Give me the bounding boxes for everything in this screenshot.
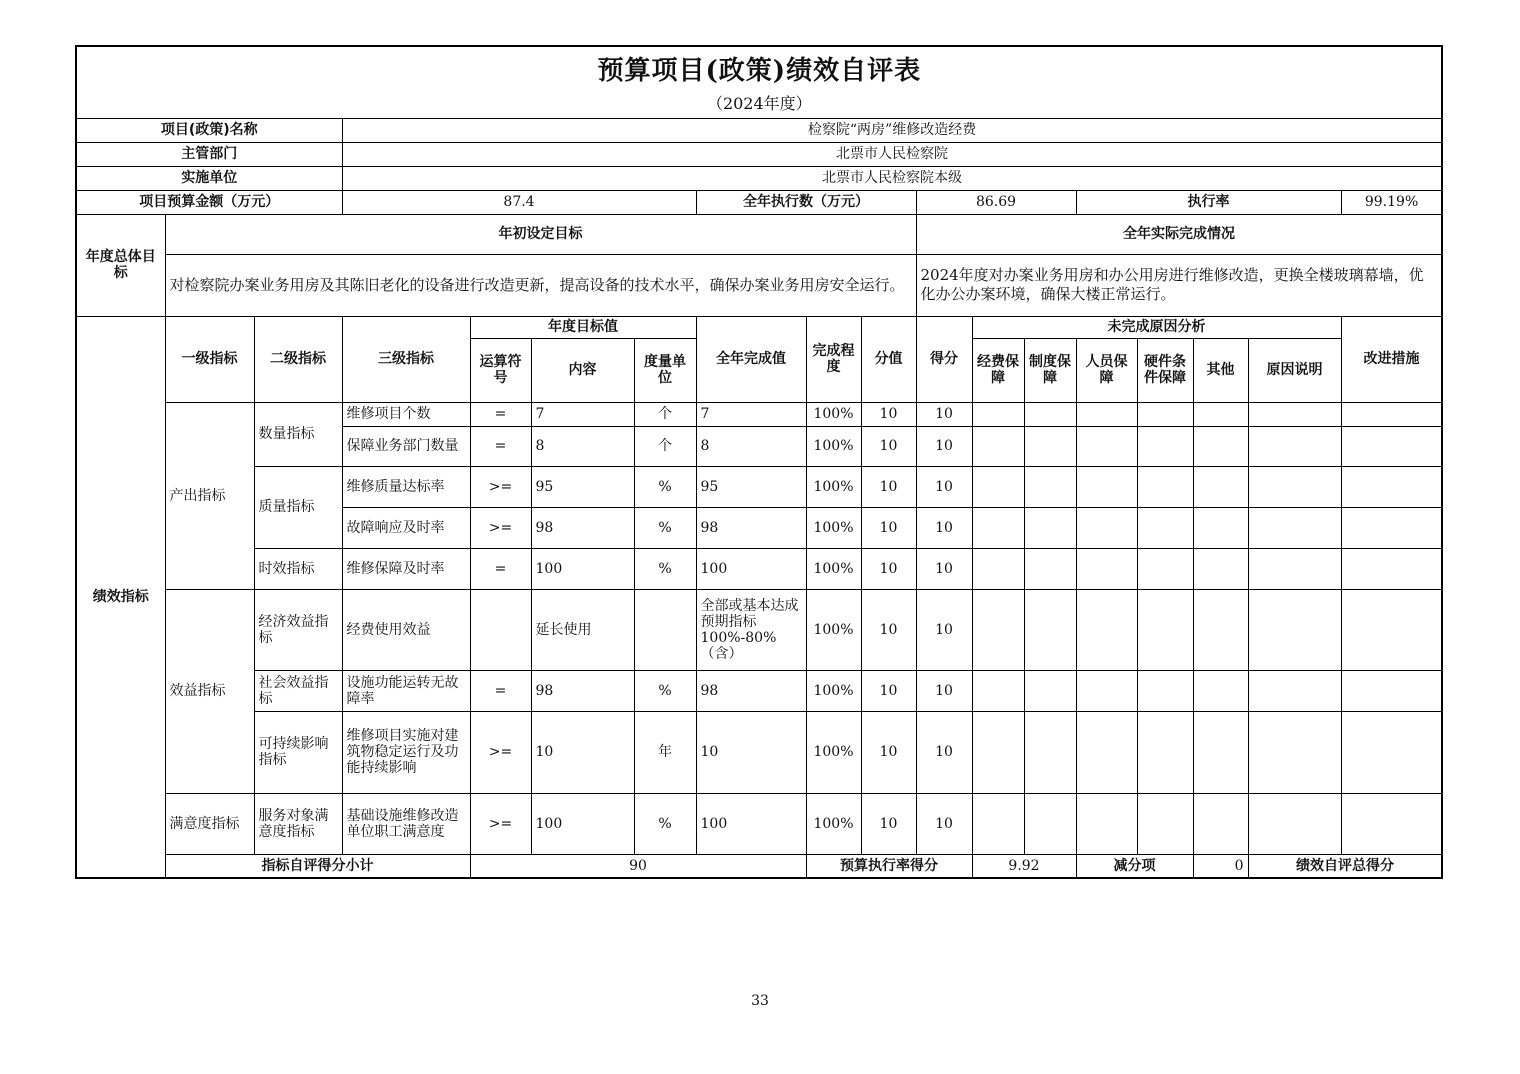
group-quality: 质量指标: [254, 466, 342, 548]
header-level2: 二级指标: [254, 316, 342, 402]
reason-cell: [972, 670, 1024, 711]
metric-actual: 98: [696, 507, 806, 548]
metric-content: 8: [531, 426, 634, 466]
reason-cell: [972, 466, 1024, 507]
rate-value: 99.19%: [1341, 190, 1442, 214]
reason-cell: [1248, 711, 1341, 793]
title-cell: [76, 46, 1442, 91]
metric-op: >=: [470, 507, 531, 548]
metric-unit: %: [634, 793, 696, 854]
metric-unit: [634, 589, 696, 670]
year-label: （2024年度）: [76, 91, 1442, 118]
metric-unit: %: [634, 507, 696, 548]
metric-degree: 100%: [806, 589, 861, 670]
metric-score: 10: [916, 548, 972, 589]
metric-content: 延长使用: [531, 589, 634, 670]
header-content: 内容: [531, 338, 634, 402]
header-actual: 全年完成值: [696, 316, 806, 402]
unit-label: 实施单位: [76, 166, 342, 190]
metric-degree: 100%: [806, 507, 861, 548]
metric-content: 98: [531, 670, 634, 711]
goal-set-text: 对检察院办案业务用房及其陈旧老化的设备进行改造更新，提高设备的技术水平，确保办案业务用房安全运行。: [165, 254, 916, 316]
reason-cell: [1137, 426, 1193, 466]
metric-name: 维修项目个数: [342, 402, 470, 426]
deduct-value: 0: [1193, 854, 1248, 878]
improve-cell: [1341, 548, 1442, 589]
metric-score: 10: [916, 589, 972, 670]
reason-cell: [1076, 507, 1137, 548]
goal-label: 年度总体目标: [76, 214, 165, 316]
metric-op: >=: [470, 793, 531, 854]
reason-cell: [1137, 548, 1193, 589]
reason-cell: [972, 793, 1024, 854]
perf-label: 绩效指标: [76, 316, 165, 878]
metric-content: 100: [531, 793, 634, 854]
reason-cell: [1248, 589, 1341, 670]
metric-value: 10: [861, 466, 916, 507]
reason-cell: [1024, 426, 1076, 466]
goal-set-header: 年初设定目标: [165, 214, 916, 254]
reason-cell: [1248, 402, 1341, 426]
header-system: 制度保障: [1024, 338, 1076, 402]
reason-cell: [972, 548, 1024, 589]
metric-degree: 100%: [806, 793, 861, 854]
rate-label: 执行率: [1076, 190, 1341, 214]
metric-score: 10: [916, 466, 972, 507]
dept-label: 主管部门: [76, 142, 342, 166]
metric-value: 10: [861, 793, 916, 854]
project-name-label: 项目(政策)名称: [76, 118, 342, 142]
reason-cell: [1248, 466, 1341, 507]
project-name-value: 检察院“两房”维修改造经费: [342, 118, 1442, 142]
metric-content: 98: [531, 507, 634, 548]
reason-cell: [1193, 589, 1248, 670]
reason-cell: [1076, 466, 1137, 507]
reason-cell: [1137, 793, 1193, 854]
improve-cell: [1341, 466, 1442, 507]
metric-actual: 7: [696, 402, 806, 426]
group-social: 社会效益指标: [254, 670, 342, 711]
header-score-value: 分值: [861, 316, 916, 402]
metric-actual: 100: [696, 548, 806, 589]
header-reason-analysis: 未完成原因分析: [972, 316, 1341, 338]
reason-cell: [1137, 711, 1193, 793]
metric-unit: 个: [634, 426, 696, 466]
metric-name: 经费使用效益: [342, 589, 470, 670]
metric-content: 7: [531, 402, 634, 426]
group-benefit: 效益指标: [165, 589, 254, 793]
metric-name: 设施功能运转无故障率: [342, 670, 470, 711]
reason-cell: [1076, 793, 1137, 854]
metric-name: 基础设施维修改造单位职工满意度: [342, 793, 470, 854]
metric-value: 10: [861, 711, 916, 793]
header-personnel: 人员保障: [1076, 338, 1137, 402]
reason-cell: [1076, 402, 1137, 426]
metric-degree: 100%: [806, 426, 861, 466]
improve-cell: [1341, 507, 1442, 548]
metric-op: >=: [470, 466, 531, 507]
header-hardware: 硬件条件保障: [1137, 338, 1193, 402]
metric-degree: 100%: [806, 670, 861, 711]
budget-value: 87.4: [342, 190, 696, 214]
reason-cell: [972, 507, 1024, 548]
reason-cell: [1137, 466, 1193, 507]
metric-actual: 100: [696, 793, 806, 854]
header-level1: 一级指标: [165, 316, 254, 402]
metric-name: 保障业务部门数量: [342, 426, 470, 466]
metric-unit: %: [634, 670, 696, 711]
unit-value: 北票市人民检察院本级: [342, 166, 1442, 190]
reason-cell: [1193, 670, 1248, 711]
performance-evaluation-sheet: [75, 45, 1443, 879]
reason-cell: [1024, 793, 1076, 854]
evaluation-table: [75, 45, 1443, 879]
reason-cell: [1248, 670, 1341, 711]
reason-cell: [1076, 548, 1137, 589]
group-economic: 经济效益指标: [254, 589, 342, 670]
header-degree: 完成程度: [806, 316, 861, 402]
header-improve: 改进措施: [1341, 316, 1442, 402]
group-output: 产出指标: [165, 402, 254, 589]
metric-actual: 10: [696, 711, 806, 793]
reason-cell: [1076, 589, 1137, 670]
reason-cell: [1248, 793, 1341, 854]
reason-cell: [1137, 670, 1193, 711]
group-timeliness: 时效指标: [254, 548, 342, 589]
page-number: 33: [751, 993, 769, 1009]
reason-cell: [1024, 466, 1076, 507]
reason-cell: [1193, 466, 1248, 507]
improve-cell: [1341, 711, 1442, 793]
reason-cell: [1193, 793, 1248, 854]
reason-cell: [1076, 670, 1137, 711]
reason-cell: [1024, 589, 1076, 670]
reason-cell: [1248, 507, 1341, 548]
metric-unit: %: [634, 548, 696, 589]
reason-cell: [1137, 402, 1193, 426]
reason-cell: [972, 589, 1024, 670]
goal-actual-header: 全年实际完成情况: [916, 214, 1442, 254]
improve-cell: [1341, 402, 1442, 426]
dept-value: 北票市人民检察院: [342, 142, 1442, 166]
budget-label: 项目预算金额（万元）: [76, 190, 342, 214]
reason-cell: [1076, 711, 1137, 793]
exec-label: 全年执行数（万元）: [696, 190, 916, 214]
exec-value: 86.69: [916, 190, 1076, 214]
metric-op: =: [470, 670, 531, 711]
metric-actual: 98: [696, 670, 806, 711]
subtotal-label: 指标自评得分小计: [165, 854, 470, 878]
reason-cell: [1024, 402, 1076, 426]
improve-cell: [1341, 426, 1442, 466]
header-annual-target: 年度目标值: [470, 316, 696, 338]
budget-score-value: 9.92: [972, 854, 1076, 878]
metric-value: 10: [861, 548, 916, 589]
reason-cell: [1076, 426, 1137, 466]
metric-op: [470, 589, 531, 670]
total-label: 绩效自评总得分: [1248, 854, 1442, 878]
reason-cell: [1024, 670, 1076, 711]
goal-actual-text: 2024年度对办案业务用房和办公用房进行维修改造，更换全楼玻璃幕墙，优化办公办案环境，确保大楼正常运行。: [916, 254, 1442, 316]
reason-cell: [1024, 507, 1076, 548]
metric-score: 10: [916, 793, 972, 854]
metric-score: 10: [916, 507, 972, 548]
reason-cell: [1024, 548, 1076, 589]
header-score: 得分: [916, 316, 972, 402]
improve-cell: [1341, 670, 1442, 711]
reason-cell: [1193, 426, 1248, 466]
header-funding: 经费保障: [972, 338, 1024, 402]
header-other: 其他: [1193, 338, 1248, 402]
metric-op: >=: [470, 711, 531, 793]
reason-cell: [1193, 507, 1248, 548]
reason-cell: [1193, 548, 1248, 589]
group-service: 服务对象满意度指标: [254, 793, 342, 854]
reason-cell: [1137, 589, 1193, 670]
metric-degree: 100%: [806, 548, 861, 589]
header-reason: 原因说明: [1248, 338, 1341, 402]
reason-cell: [1024, 711, 1076, 793]
metric-value: 10: [861, 589, 916, 670]
reason-cell: [1248, 426, 1341, 466]
metric-degree: 100%: [806, 466, 861, 507]
metric-score: 10: [916, 402, 972, 426]
page-title: 预算项目(政策)绩效自评表: [597, 56, 922, 86]
metric-actual: 8: [696, 426, 806, 466]
metric-name: 维修项目实施对建筑物稳定运行及功能持续影响: [342, 711, 470, 793]
header-level3: 三级指标: [342, 316, 470, 402]
reason-cell: [972, 711, 1024, 793]
metric-actual: 95: [696, 466, 806, 507]
metric-value: 10: [861, 670, 916, 711]
reason-cell: [1193, 402, 1248, 426]
metric-name: 维修质量达标率: [342, 466, 470, 507]
metric-score: 10: [916, 426, 972, 466]
reason-cell: [1137, 507, 1193, 548]
reason-cell: [972, 426, 1024, 466]
improve-cell: [1341, 589, 1442, 670]
improve-cell: [1341, 793, 1442, 854]
reason-cell: [972, 402, 1024, 426]
metric-actual: 全部或基本达成预期指标100%-80%（含）: [696, 589, 806, 670]
budget-score-label: 预算执行率得分: [806, 854, 972, 878]
metric-unit: %: [634, 466, 696, 507]
group-satisfaction: 满意度指标: [165, 793, 254, 854]
metric-op: =: [470, 426, 531, 466]
group-sustainable: 可持续影响指标: [254, 711, 342, 793]
metric-name: 维修保障及时率: [342, 548, 470, 589]
metric-score: 10: [916, 711, 972, 793]
metric-value: 10: [861, 426, 916, 466]
reason-cell: [1248, 548, 1341, 589]
reason-cell: [1193, 711, 1248, 793]
metric-score: 10: [916, 670, 972, 711]
metric-value: 10: [861, 507, 916, 548]
group-quantity: 数量指标: [254, 402, 342, 466]
header-unit: 度量单位: [634, 338, 696, 402]
metric-content: 100: [531, 548, 634, 589]
metric-value: 10: [861, 402, 916, 426]
header-op: 运算符号: [470, 338, 531, 402]
metric-op: =: [470, 548, 531, 589]
subtotal-value: 90: [470, 854, 806, 878]
metric-degree: 100%: [806, 402, 861, 426]
metric-content: 95: [531, 466, 634, 507]
metric-name: 故障响应及时率: [342, 507, 470, 548]
deduct-label: 减分项: [1076, 854, 1193, 878]
metric-unit: 年: [634, 711, 696, 793]
metric-op: =: [470, 402, 531, 426]
metric-unit: 个: [634, 402, 696, 426]
metric-content: 10: [531, 711, 634, 793]
metric-degree: 100%: [806, 711, 861, 793]
